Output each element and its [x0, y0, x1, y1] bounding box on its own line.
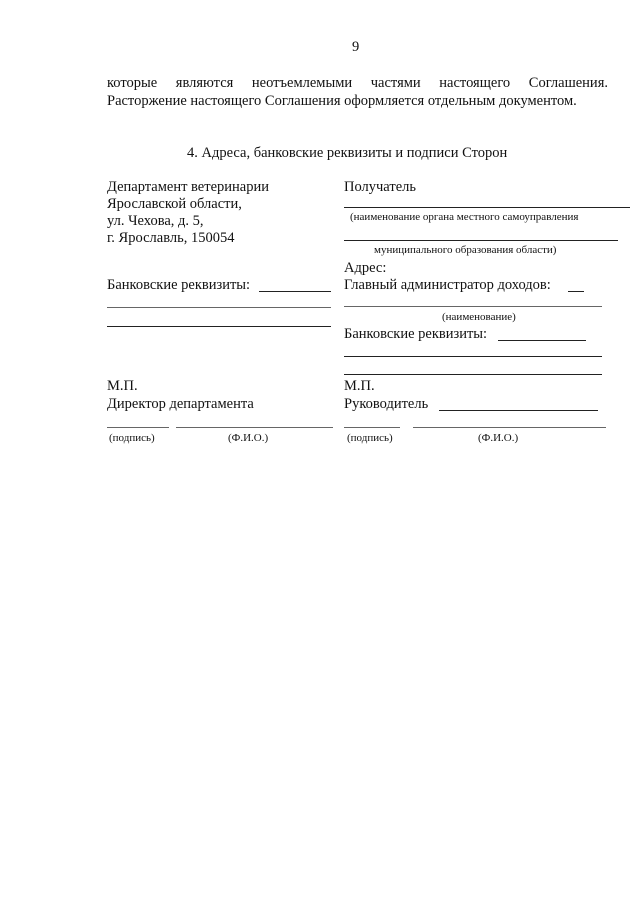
left-bank-line-3: [107, 326, 331, 327]
right-org-line-1: [344, 207, 630, 208]
right-bank-blank: [498, 340, 586, 341]
left-address-line-2: г. Ярославль, 150054: [107, 230, 235, 246]
right-stamp: М.П.: [344, 378, 375, 394]
left-bank-line-2: [107, 307, 331, 308]
right-signature-caption: (подпись): [347, 432, 393, 444]
section-title: 4. Адреса, банковские реквизиты и подписи Сторон: [187, 145, 508, 161]
right-recipient-label: Получатель: [344, 179, 416, 195]
paragraph-line-1: которые являются неотъемлемыми частями настоящего Соглашения.: [107, 75, 608, 91]
page-number: 9: [352, 39, 360, 55]
right-fio-caption: (Ф.И.О.): [478, 432, 519, 444]
left-bank-label: Банковские реквизиты:: [107, 277, 251, 293]
right-org-caption-1: (наименование органа местного самоуправления: [350, 211, 579, 223]
right-address-label: Адрес:: [344, 260, 387, 276]
left-stamp: М.П.: [107, 378, 138, 394]
left-org-line-1: Департамент ветеринарии: [107, 179, 269, 195]
paragraph-line-2: Расторжение настоящего Соглашения оформляется отдельным документом.: [107, 93, 577, 109]
left-signature-caption: (подпись): [109, 432, 155, 444]
left-fio-caption: (Ф.И.О.): [228, 432, 269, 444]
left-bank-blank: [259, 291, 331, 292]
right-signature-line: [344, 427, 400, 428]
right-signer-title: Руководитель: [344, 396, 429, 412]
right-bank-label: Банковские реквизиты:: [344, 326, 488, 342]
right-org-caption-2: муниципального образования области): [374, 244, 557, 256]
left-org-line-2: Ярославской области,: [107, 196, 242, 212]
right-bank-line-2: [344, 356, 602, 357]
right-admin-line: [344, 306, 602, 307]
right-name-caption: (наименование): [442, 311, 516, 323]
right-org-line-2: [344, 240, 618, 241]
left-fio-line: [176, 427, 333, 428]
right-signer-line: [439, 410, 598, 411]
left-address-line-1: ул. Чехова, д. 5,: [107, 213, 204, 229]
right-admin-blank: [568, 291, 584, 292]
left-signature-line: [107, 427, 169, 428]
right-bank-line-3: [344, 374, 602, 375]
left-signer-title: Директор департамента: [107, 396, 254, 412]
right-admin-label: Главный администратор доходов:: [344, 277, 551, 293]
right-fio-line: [413, 427, 606, 428]
